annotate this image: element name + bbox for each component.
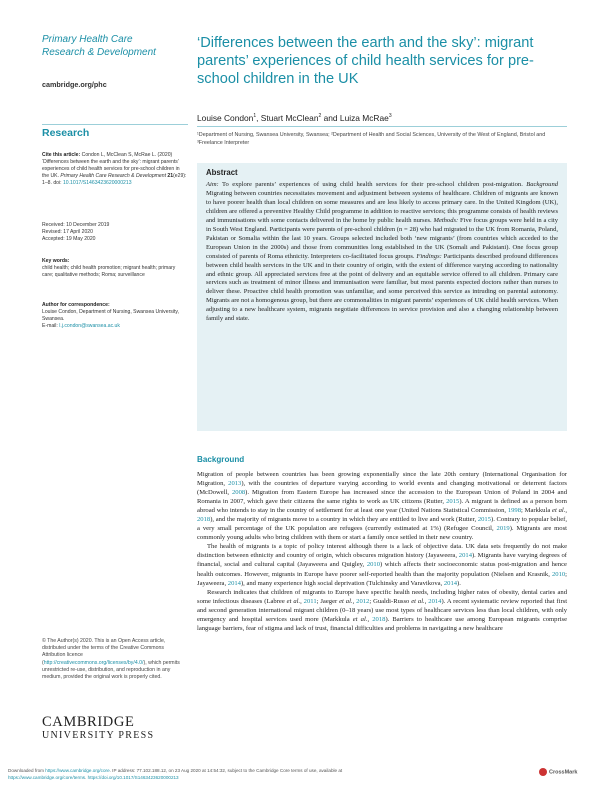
date-revised: Revised: 17 April 2020 <box>42 229 93 235</box>
author-2-affiliation: 2 <box>318 113 322 120</box>
abstract-aim-label: Aim: <box>206 181 219 188</box>
citation-link[interactable]: 2010 <box>366 561 380 569</box>
citation-link[interactable]: 2014 <box>227 579 241 587</box>
abstract-methods-label: Methods: <box>433 216 459 224</box>
affiliations: ¹Department of Nursing, Swansea University, Swansea; ²Department of Health and Social Sciences, University of the West of England, Bristol and ³Freelance Interpreter <box>197 132 546 146</box>
cite-pages: (e29): 1–8. doi: <box>42 173 187 186</box>
cite-doi-link[interactable]: 10.1017/S1463423620000213 <box>62 180 132 186</box>
download-footer: Downloaded from https://www.cambridge.org/core. IP address: 77.102.188.12, on 23 Aug 2020 at 14:54:32, subject to the Cambridge Core terms of use, available at https://www.cambridge.org/core/terms. https://doi.org/10.1017/S1463423620000213 <box>8 768 343 780</box>
citation-link[interactable]: 2012 <box>356 597 370 605</box>
citation-link[interactable]: 2015 <box>477 516 491 524</box>
correspondence-block <box>42 302 188 330</box>
title-rule <box>197 126 567 127</box>
date-accepted: Accepted: 19 May 2020 <box>42 236 96 242</box>
citation-link[interactable]: 2010 <box>551 570 566 578</box>
citation-link[interactable]: 2019 <box>496 525 510 533</box>
abstract-text <box>206 181 558 324</box>
cambridge-logo <box>42 715 154 743</box>
cite-journal: Primary Health Care Research & Development <box>60 173 167 179</box>
logo-line2: UNIVERSITY PRESS <box>42 730 155 741</box>
correspondence-name: Louise Condon, Department of Nursing, Swansea University, Swansea. <box>42 309 179 322</box>
author-1[interactable]: Louise Condon <box>197 113 254 123</box>
citation-link[interactable]: 2014 <box>458 552 472 560</box>
citation-link[interactable]: 2014 <box>428 597 442 605</box>
author-3-affiliation: 3 <box>388 113 392 120</box>
citation-link[interactable]: 2008 <box>231 489 246 497</box>
background-heading: Background <box>197 455 245 464</box>
cite-label: Cite this article: <box>42 152 81 158</box>
logo-line1: CAMBRIDGE <box>42 714 135 730</box>
article-type: Research <box>42 127 90 139</box>
correspondence-label: Author for correspondence: <box>42 302 110 308</box>
citation-link[interactable]: 2018 <box>197 516 211 524</box>
author-list: Louise Condon$^1$, Stuart McClean$^2$ and Luiza McRae$^3$ <box>197 113 392 123</box>
keywords-label: Key words: <box>42 258 70 264</box>
journal-url[interactable]: cambridge.org/phc <box>42 80 107 89</box>
crossmark-badge[interactable]: CrossMark <box>539 768 577 776</box>
article-title: ‘Differences between the earth and the sky’: migrant parents’ experiences of child health services for pre-school children in the UK <box>197 35 534 87</box>
citation-link[interactable]: 2013 <box>228 480 242 488</box>
cite-volume: 21 <box>166 173 174 179</box>
author-2[interactable]: Stuart McClean <box>260 113 319 123</box>
email-label: E-mail: <box>42 323 60 329</box>
license-link[interactable]: http://creativecommons.org/licenses/by/4.0/ <box>43 659 144 666</box>
dates-block <box>42 222 188 243</box>
email-link[interactable]: l.j.condon@swansea.ac.uk <box>59 323 120 329</box>
sidebar-rule <box>42 124 188 125</box>
abstract-background: Migrating between countries necessitates movement and adjustment between systems of healthcare. Children of migrants are known to have poorer health than local children on some measures and are less likely to access primary care. In the United Kingdom (UK), children are offered a preventive Healthy Child programme in addition to reactive services; this programme consists of health reviews and immunisations with some contacts delivered in the home by public health nurses. <box>206 189 558 224</box>
keywords-block <box>42 258 188 279</box>
abstract-findings-label: Findings: <box>416 252 442 260</box>
citation-link[interactable]: 2015 <box>446 498 460 506</box>
crossmark-icon <box>539 768 547 776</box>
paragraph-1: Migration of people between countries has been growing exponentially since the late 20th century (International Organisation for Migration, 2013), with the countries of departure varying according to world events and changing motivational or deterrent factors (McDowell, 2008). Migration from Eastern Europe has increased since the accession to the European Union of Poland in 2004 and Romania in 2007, which gave their citizens the same rights to work as UK citizens (Rutter, 2015). A migrant is defined as a person born abroad who intends to stay in the country of settlement for at least one year (United Nations Statistical Commission, 1998; Markkula et al., 2018), and the majority of migrants move to a country in which they are entitled to live and work (Rutter, 2015). Contrary to popular belief, a very small percentage of the UK population are refugees (currently estimated at 1%) (Refugee Council, 2019). Migrants are most commonly young adults who bring children with them or start a family once settled in their new country. <box>197 471 567 542</box>
date-received: Received: 10 December 2019 <box>42 222 110 228</box>
author-3[interactable]: Luiza McRae <box>339 113 389 123</box>
abstract-aim: To explore parents’ experiences of using child health services for their pre-school children post-migration. <box>218 181 527 188</box>
keywords: child health; child health promotion; migrant health; primary care; qualitative methods; Roma; surveillance <box>42 265 176 278</box>
citation-link[interactable]: 1998 <box>507 507 521 515</box>
footer-core-link[interactable]: https://www.cambridge.org/core <box>45 768 110 773</box>
journal-name <box>42 33 182 59</box>
footer-doi-link[interactable]: https://doi.org/10.1017/S1463423620000213 <box>87 775 179 780</box>
footer-terms-link[interactable]: https://www.cambridge.org/core/terms <box>8 775 86 780</box>
abstract-methods: Five focus groups were held in a city in South West England. Participants were parents of pre-school children (n = 28) who had migrated to the UK from Romania, Poland, Pakistan or Somalia within the last 10 years. Groups selected included both ‘new migrants’ (from countries which acceded to the European Union in the 2000s) and those from communities long established in the UK (Somali and Pakistani). One focus group consisted of parents of Roma ethnicity. Interpreters co-facilitated focus groups. <box>206 216 558 260</box>
background-body <box>197 470 567 633</box>
journal-name-line1: Primary Health Care <box>42 34 133 45</box>
abstract-findings: Participants described profound differences between child health services in the UK and in their country of origin, with the extent of difference varying according to nationality and ethnic group. All appreciated services free at the point of delivery and an equitable service offered to all children. Primary care services such as treatment of minor illness and immunisation were familiar, but most parents expected doctors rather than nurses to deliver these. Proactive child health promotion was unfamiliar, and some perceived this service as intruding on parental autonomy. Migrants are not a homogenous group, but there are commonalities in migrant parents’ experiences of UK child health services. When adjusting to a new healthcare system, migrants negotiate differences in service provision and also a changing relationship between family and state. <box>206 252 558 323</box>
journal-name-line2: Research & Development <box>42 47 156 58</box>
citation-link[interactable]: 2011 <box>303 597 317 605</box>
abstract-heading: Abstract <box>206 168 238 177</box>
author-1-affiliation: 1 <box>253 113 257 120</box>
citation-link[interactable]: 2014 <box>443 579 458 587</box>
citation-block <box>42 152 188 187</box>
abstract-background-label: Background <box>526 181 558 188</box>
paragraph-2: The health of migrants is a topic of policy interest although there is a lack of objective data. UK data sets frequently do not make distinction between ethnicity and country of origin, which obscures migration history (Jayaweera, 2014). Migrants have varying degrees of financial, social and cultural capital (Jayaweera and Quigley, 2010) which affects their socioeconomic status post-migration and hence health outcomes. However, migrants in Europe have poorer self-reported health than the majority population (Nielsen and Krasnik, 2010; Jayaweera, 2014), and many experience high social deprivation (Tulchinsky and Varavikova, 2014). <box>197 543 567 587</box>
license-note: © The Author(s) 2020. This is an Open Access article, distributed under the terms of the Creative Commons Attribution licence (http://creativecommons.org/licenses/by/4.0/), which permits unrestricted re-use, distribution, and reproduction in any medium, provided the original work is properly cited. <box>42 638 180 681</box>
cite-text: Condon L, McClean S, McRae L. (2020) ‘Differences between the earth and the sky’: migrant parents’ experiences of child health services for pre-school children in the UK. <box>42 152 180 179</box>
citation-link[interactable]: 2018 <box>372 615 386 623</box>
paragraph-3: Research indicates that children of migrants to Europe have specific health needs, including higher rates of obesity, dental caries and some infectious diseases (Labree et al., 2011; Jaeger et al., 2012; Gualdi-Russo et al., 2014). A recent systematic review reported that first and second generation international migrant children (0–18 years) use most types of healthcare services less than local children, with only emergency and hospital services used more (Markkula et al., 2018). Barriers to healthcare use among European migrants comprise language barriers, fear of stigma and lack of trust, financial difficulties and problems in navigating a new healthcare <box>197 588 568 632</box>
